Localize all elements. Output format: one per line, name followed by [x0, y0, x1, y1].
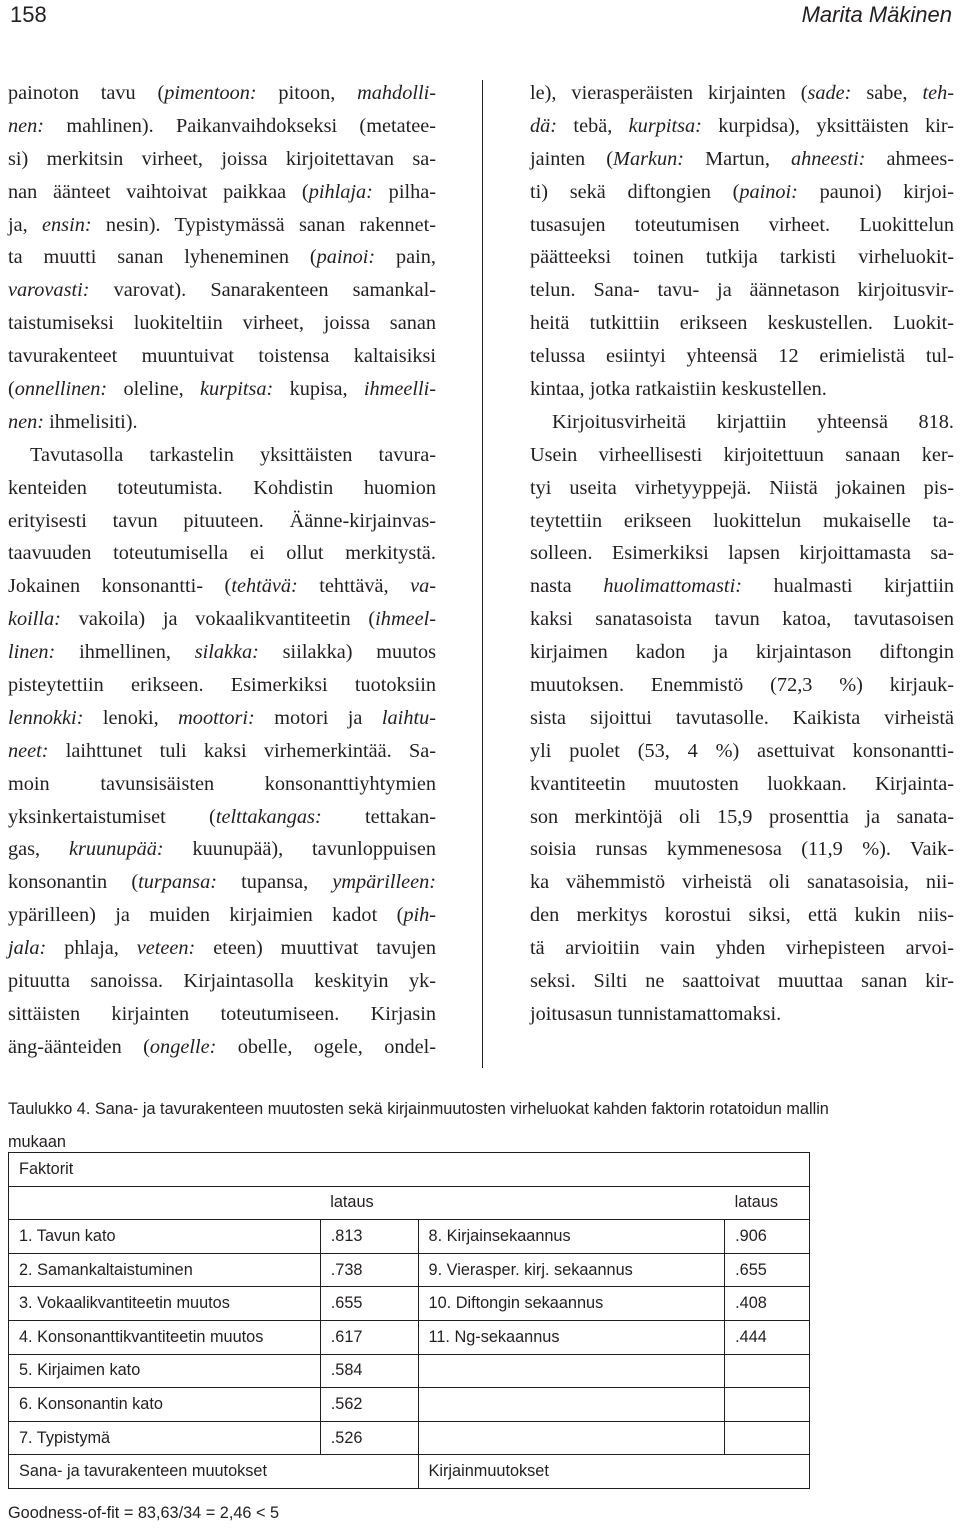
text-line: telussa esiintyi yhteensä 12 erimielistä tul- — [530, 345, 954, 368]
text-line: ka vähemmistö virheistä oli sanatasoisia, nii- — [530, 871, 954, 894]
text-line: sista sijoittui tavutasolle. Kaikista virheistä — [530, 706, 954, 729]
loading-value: .738 — [320, 1253, 418, 1287]
factor-item — [418, 1354, 725, 1388]
text-line: Kirjoitusvirheitä kirjattiin yhteensä 818. — [552, 410, 954, 433]
text-line: kintaa, jotka ratkaistiin keskustellen. — [530, 378, 827, 401]
text-line: pituutta sanoissa. Kirjaintasolla keskityin yk- — [8, 970, 436, 993]
text-line: lennokki: lenoki, moottori: motori ja laihtu- — [8, 706, 436, 729]
text-line: Tavutasolla tarkastelin yksittäisten tavura- — [30, 443, 436, 466]
loading-value: .655 — [320, 1287, 418, 1321]
factor-item: 9. Vierasper. kirj. sekaannus — [418, 1253, 725, 1287]
text-line: soisia runsas kymmenesosa (11,9 %). Vaik- — [530, 838, 954, 861]
text-line: heitä tutkittiin erikseen keskustellen. Luokit- — [530, 312, 954, 335]
text-line: gas, kruunupää: kuunupää), tavunloppuisen — [8, 838, 436, 861]
text-line: äng-äänteiden (ongelle: obelle, ogele, ondel- — [8, 1035, 437, 1058]
body-text-left-column — [8, 77, 436, 1064]
factor-item: 4. Konsonanttikvantiteetin muutos — [9, 1320, 321, 1354]
text-line: nen: ihmelisiti). — [8, 410, 138, 433]
text-line: ta muutti sanan lyheneminen (painoi: pain, — [8, 246, 436, 269]
column-divider — [482, 80, 483, 1068]
text-line: tyi useita virhetyyppejä. Niistä jokainen pis- — [530, 476, 954, 499]
text-line: joitusasun tunnistamattomaksi. — [530, 1002, 782, 1025]
text-line: neet: laihttunet tuli kaksi virhemerkintää. Sa- — [8, 739, 436, 762]
text-line: seksi. Silti ne saattoivat muuttaa sanan kir- — [530, 970, 954, 993]
loading-value: .562 — [320, 1388, 418, 1422]
text-line: moin tavunsisäisten konsonanttiyhtymien — [8, 772, 436, 795]
text-line: (onnellinen: oleline, kurpitsa: kupisa, ihmeelli- — [8, 378, 436, 401]
loading-value: .906 — [725, 1220, 810, 1254]
loading-value: .444 — [725, 1320, 810, 1354]
text-line: solleen. Esimerkiksi lapsen kirjoittamasta sa- — [530, 542, 954, 565]
text-line: kaksi sanatasoista tavun katoa, tavutasoisen — [530, 608, 954, 631]
loading-value — [725, 1388, 810, 1422]
goodness-of-fit: Goodness-of-fit = 83,63/34 = 2,46 < 5 — [8, 1504, 280, 1522]
text-line: sittäisten kirjainten toteutumiseen. Kirjasin — [8, 1002, 436, 1025]
text-line: ypärilleen) ja muiden kirjaimien kadot (pih- — [8, 904, 436, 927]
text-line: yksinkertaistumiset (telttakangas: tettakan- — [8, 805, 436, 828]
loading-value — [725, 1421, 810, 1455]
page-number: 158 — [10, 2, 47, 27]
text-line: varovasti: varovat). Sanarakenteen samankal- — [8, 279, 436, 302]
loading-value: .655 — [725, 1253, 810, 1287]
text-line: kvantiteetin muutosten luokkaan. Kirjainta- — [530, 772, 954, 795]
factor-item — [418, 1388, 725, 1422]
table-row — [9, 1220, 810, 1254]
text-line: taistumiseksi luokiteltiin virheet, joissa sanan — [8, 312, 436, 335]
loading-header-left: lataus — [330, 1193, 374, 1212]
loading-value: .526 — [320, 1421, 418, 1455]
text-line: teytettiin erikseen luokittelun mukaiselle ta- — [530, 509, 954, 532]
loading-value: .584 — [320, 1354, 418, 1388]
text-line: painoton tavu (pimentoon: pitoon, mahdolli- — [8, 82, 436, 104]
text-line: den merkitys korostui siksi, että kukin niis- — [530, 904, 954, 927]
text-line: tä arvioitiin vain yhden virhepisteen arvoi- — [530, 937, 954, 960]
factor-item: 11. Ng-sekaannus — [418, 1320, 725, 1354]
factor-1-name: Sana- ja tavurakenteen muutokset — [9, 1455, 419, 1489]
factor-item — [418, 1421, 725, 1455]
table-row — [9, 1287, 810, 1321]
factor-item: 5. Kirjaimen kato — [9, 1354, 321, 1388]
text-line: tusasujen toteutumisen virheet. Luokittelun — [530, 213, 954, 236]
text-line: le), vierasperäisten kirjainten (sade: sabe, teh- — [530, 82, 955, 104]
text-line: Usein virheellisesti kirjoitettuun sanaan ker- — [530, 443, 954, 466]
loading-value: .617 — [320, 1320, 418, 1354]
text-line: kirjaimen kadon ja kirjaintason diftongin — [530, 641, 954, 664]
text-line: telun. Sana- tavu- ja äännetason kirjoitusvir- — [530, 279, 954, 302]
factor-item: 7. Typistymä — [9, 1421, 321, 1455]
text-line: nasta huolimattomasti: hualmasti kirjattiin — [530, 575, 955, 598]
text-line: ja, ensin: nesin). Typistymässä sanan rakennet- — [8, 213, 437, 236]
table-row — [9, 1421, 810, 1455]
text-line: muutoksen. Enemmistö (72,3 %) kirjauk- — [530, 674, 954, 697]
body-text-right-column — [530, 77, 954, 1031]
text-line: si) merkitsin virheet, joissa kirjoitettavan sa- — [8, 147, 436, 170]
text-line: konsonantin (turpansa: tupansa, ympärilleen: — [8, 871, 436, 894]
text-line: päätteeksi toinen tutkija tarkisti virheluokit- — [530, 246, 954, 269]
table-row — [9, 1354, 810, 1388]
text-line: jainten (Markun: Martun, ahneesti: ahmees- — [530, 147, 955, 170]
text-line: taavuuden toteutumisella ei ollut merkitystä. — [8, 542, 436, 565]
text-line: tavurakenteet muuntuivat toistensa kaltaisiksi — [8, 345, 436, 368]
factor-item: 8. Kirjainsekaannus — [418, 1220, 725, 1254]
table-footer-row — [9, 1455, 810, 1489]
factor-item: 2. Samankaltaistuminen — [9, 1253, 321, 1287]
table-header-row — [9, 1186, 810, 1220]
loading-header-right: lataus — [725, 1186, 810, 1220]
text-line: yli puolet (53, 4 %) asettuivat konsonantti- — [530, 739, 954, 762]
text-line: dä: tebä, kurpitsa: kurpidsa), yksittäisten kir- — [530, 114, 954, 137]
text-line: pisteytettiin erikseen. Esimerkiksi tuotoksiin — [8, 674, 436, 697]
loading-value — [725, 1354, 810, 1388]
text-line: ti) sekä diftongien (painoi: paunoi) kirjoi- — [530, 180, 954, 203]
text-line: son merkintöjä oli 15,9 prosenttia ja sanata- — [530, 805, 954, 828]
text-line: Jokainen konsonantti- (tehtävä: tehttävä, va- — [8, 575, 436, 598]
factor-item: 10. Diftongin sekaannus — [418, 1287, 725, 1321]
factor-2-name: Kirjainmuutokset — [418, 1455, 809, 1489]
factor-item: 1. Tavun kato — [9, 1220, 321, 1254]
table-row — [9, 1253, 810, 1287]
text-line: jala: phlaja, veteen: eteen) muuttivat tavujen — [8, 937, 437, 960]
loading-value: .813 — [320, 1220, 418, 1254]
text-line: koilla: vakoila) ja vokaalikvantiteetin (ihmeel- — [8, 608, 436, 631]
factor-item: 6. Konsonantin kato — [9, 1388, 321, 1422]
table-row — [9, 1320, 810, 1354]
loading-value: .408 — [725, 1287, 810, 1321]
table-row — [9, 1388, 810, 1422]
factor-item: 3. Vokaalikvantiteetin muutos — [9, 1287, 321, 1321]
table-title-row — [9, 1153, 810, 1187]
text-line: nan äänteet vaihtoivat paikkaa (pihlaja: pilha- — [8, 180, 436, 203]
running-header-author: Marita Mäkinen — [801, 2, 952, 27]
factor-table — [8, 1152, 810, 1489]
text-line: kenteiden toteutumista. Kohdistin huomion — [8, 476, 436, 499]
table-title: Faktorit — [9, 1153, 810, 1187]
table-caption: Taulukko 4. Sana- ja tavurakenteen muutosten sekä kirjainmuutosten virheluokat kahden faktorin rotatoidun mallin mukaan — [8, 1100, 829, 1151]
text-line: linen: ihmellinen, silakka: siilakka) muutos — [8, 641, 437, 664]
text-line: nen: mahlinen). Paikanvaihdokseksi (metatee- — [8, 114, 436, 137]
text-line: erityisesti tavun pituuteen. Äänne-kirjainvas- — [8, 509, 436, 532]
